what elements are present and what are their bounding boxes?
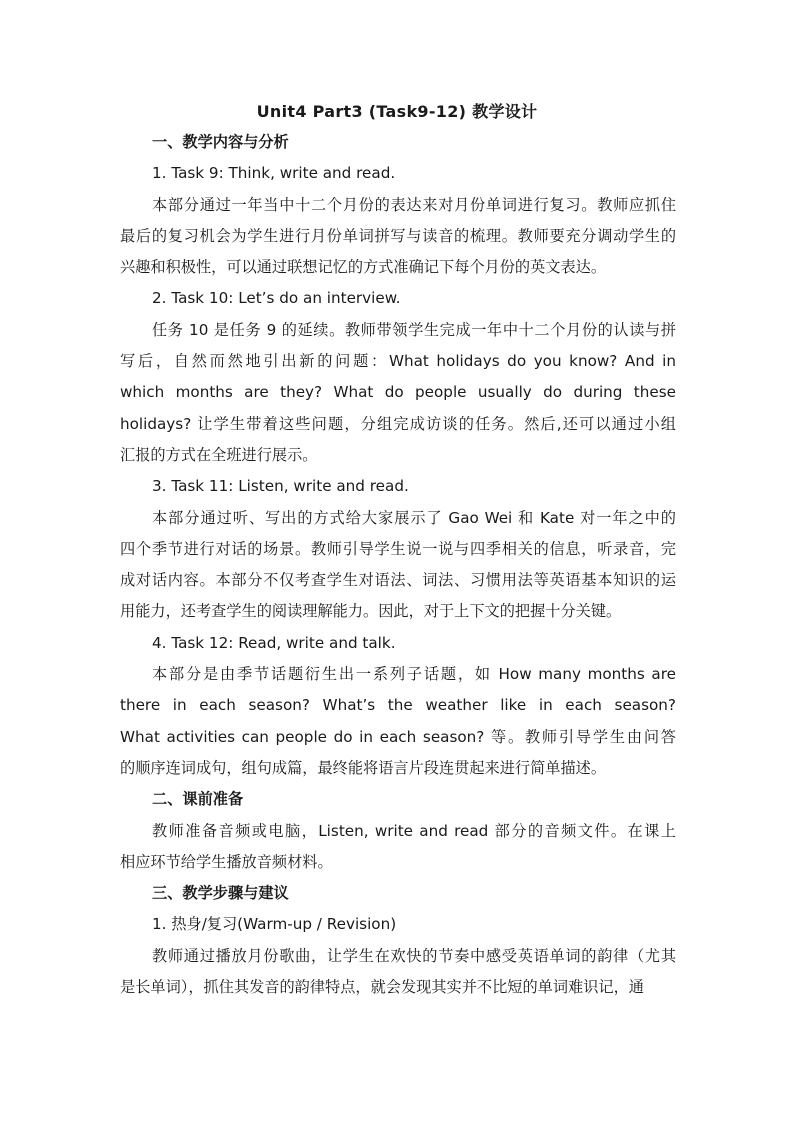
paragraph-line: 写后，自然而然地引出新的问题：What holidays do you know? And in: [120, 352, 676, 371]
document-body: [120, 127, 676, 1003]
paragraph-line: 教师通过播放月份歌曲，让学生在欢快的节奏中感受英语单词的韵律（尤其: [152, 946, 676, 965]
paragraph-line: holidays? 让学生带着这些问题，分组完成访谈的任务。然后,还可以通过小组: [120, 414, 676, 433]
paragraph-line: 四个季节进行对话的场景。教师引导学生说一说与四季相关的信息，听录音，完: [120, 539, 676, 558]
paragraph-line: which months are they? What do people usually do during these: [120, 383, 676, 402]
paragraph-line: What activities can people do in each season? 等。教师引导学生由问答: [120, 727, 676, 746]
paragraph-line: 汇报的方式在全班进行展示。: [120, 445, 318, 464]
task-item: 4. Task 12: Read, write and talk.: [152, 633, 396, 652]
paragraph-line: 本部分通过一年当中十二个月份的表达来对月份单词进行复习。教师应抓住: [152, 195, 676, 214]
task-item: 1. 热身/复习(Warm-up / Revision): [152, 915, 397, 934]
paragraph-line: 成对话内容。本部分不仅考查学生对语法、词法、习惯用法等英语基本知识的运: [120, 571, 676, 590]
task-item: 3. Task 11: Listen, write and read.: [152, 477, 409, 496]
paragraph-line: 本部分是由季节话题衍生出一系列子话题，如 How many months are: [152, 665, 676, 684]
task-item: 1. Task 9: Think, write and read.: [152, 164, 396, 183]
paragraph-line: 是长单词），抓住其发音的韵律特点，就会发现其实并不比短的单词难识记，通: [120, 978, 644, 997]
paragraph-line: 任务 10 是任务 9 的延续。教师带领学生完成一年中十二个月份的认读与拼: [152, 320, 676, 339]
section-heading: 二、课前准备: [152, 790, 244, 809]
paragraph-line: 本部分通过听、写出的方式给大家展示了 Gao Wei 和 Kate 对一年之中的: [152, 508, 676, 527]
paragraph-line: 兴趣和积极性，可以通过联想记忆的方式准确记下每个月份的英文表达。: [120, 258, 606, 277]
section-heading: 三、教学步骤与建议: [152, 884, 289, 903]
paragraph-line: 的顺序连词成句，组句成篇，最终能将语言片段连贯起来进行简单描述。: [120, 758, 606, 777]
paragraph-line: 用能力，还考查学生的阅读理解能力。因此，对于上下文的把握十分关键。: [120, 602, 622, 621]
paragraph-line: 最后的复习机会为学生进行月份单词拼写与读音的梳理。教师要充分调动学生的: [120, 226, 676, 245]
task-item: 2. Task 10: Let’s do an interview.: [152, 289, 401, 308]
page-title: Unit4 Part3 (Task9-12) 教学设计: [256, 102, 538, 121]
section-heading: 一、教学内容与分析: [152, 133, 289, 151]
paragraph-line: 相应环节给学生播放音频材料。: [120, 852, 333, 871]
paragraph-line: 教师准备音频或电脑，Listen, write and read 部分的音频文件。在课上: [152, 821, 676, 840]
paragraph-line: there in each season? What’s the weather like in each season?: [120, 696, 676, 715]
